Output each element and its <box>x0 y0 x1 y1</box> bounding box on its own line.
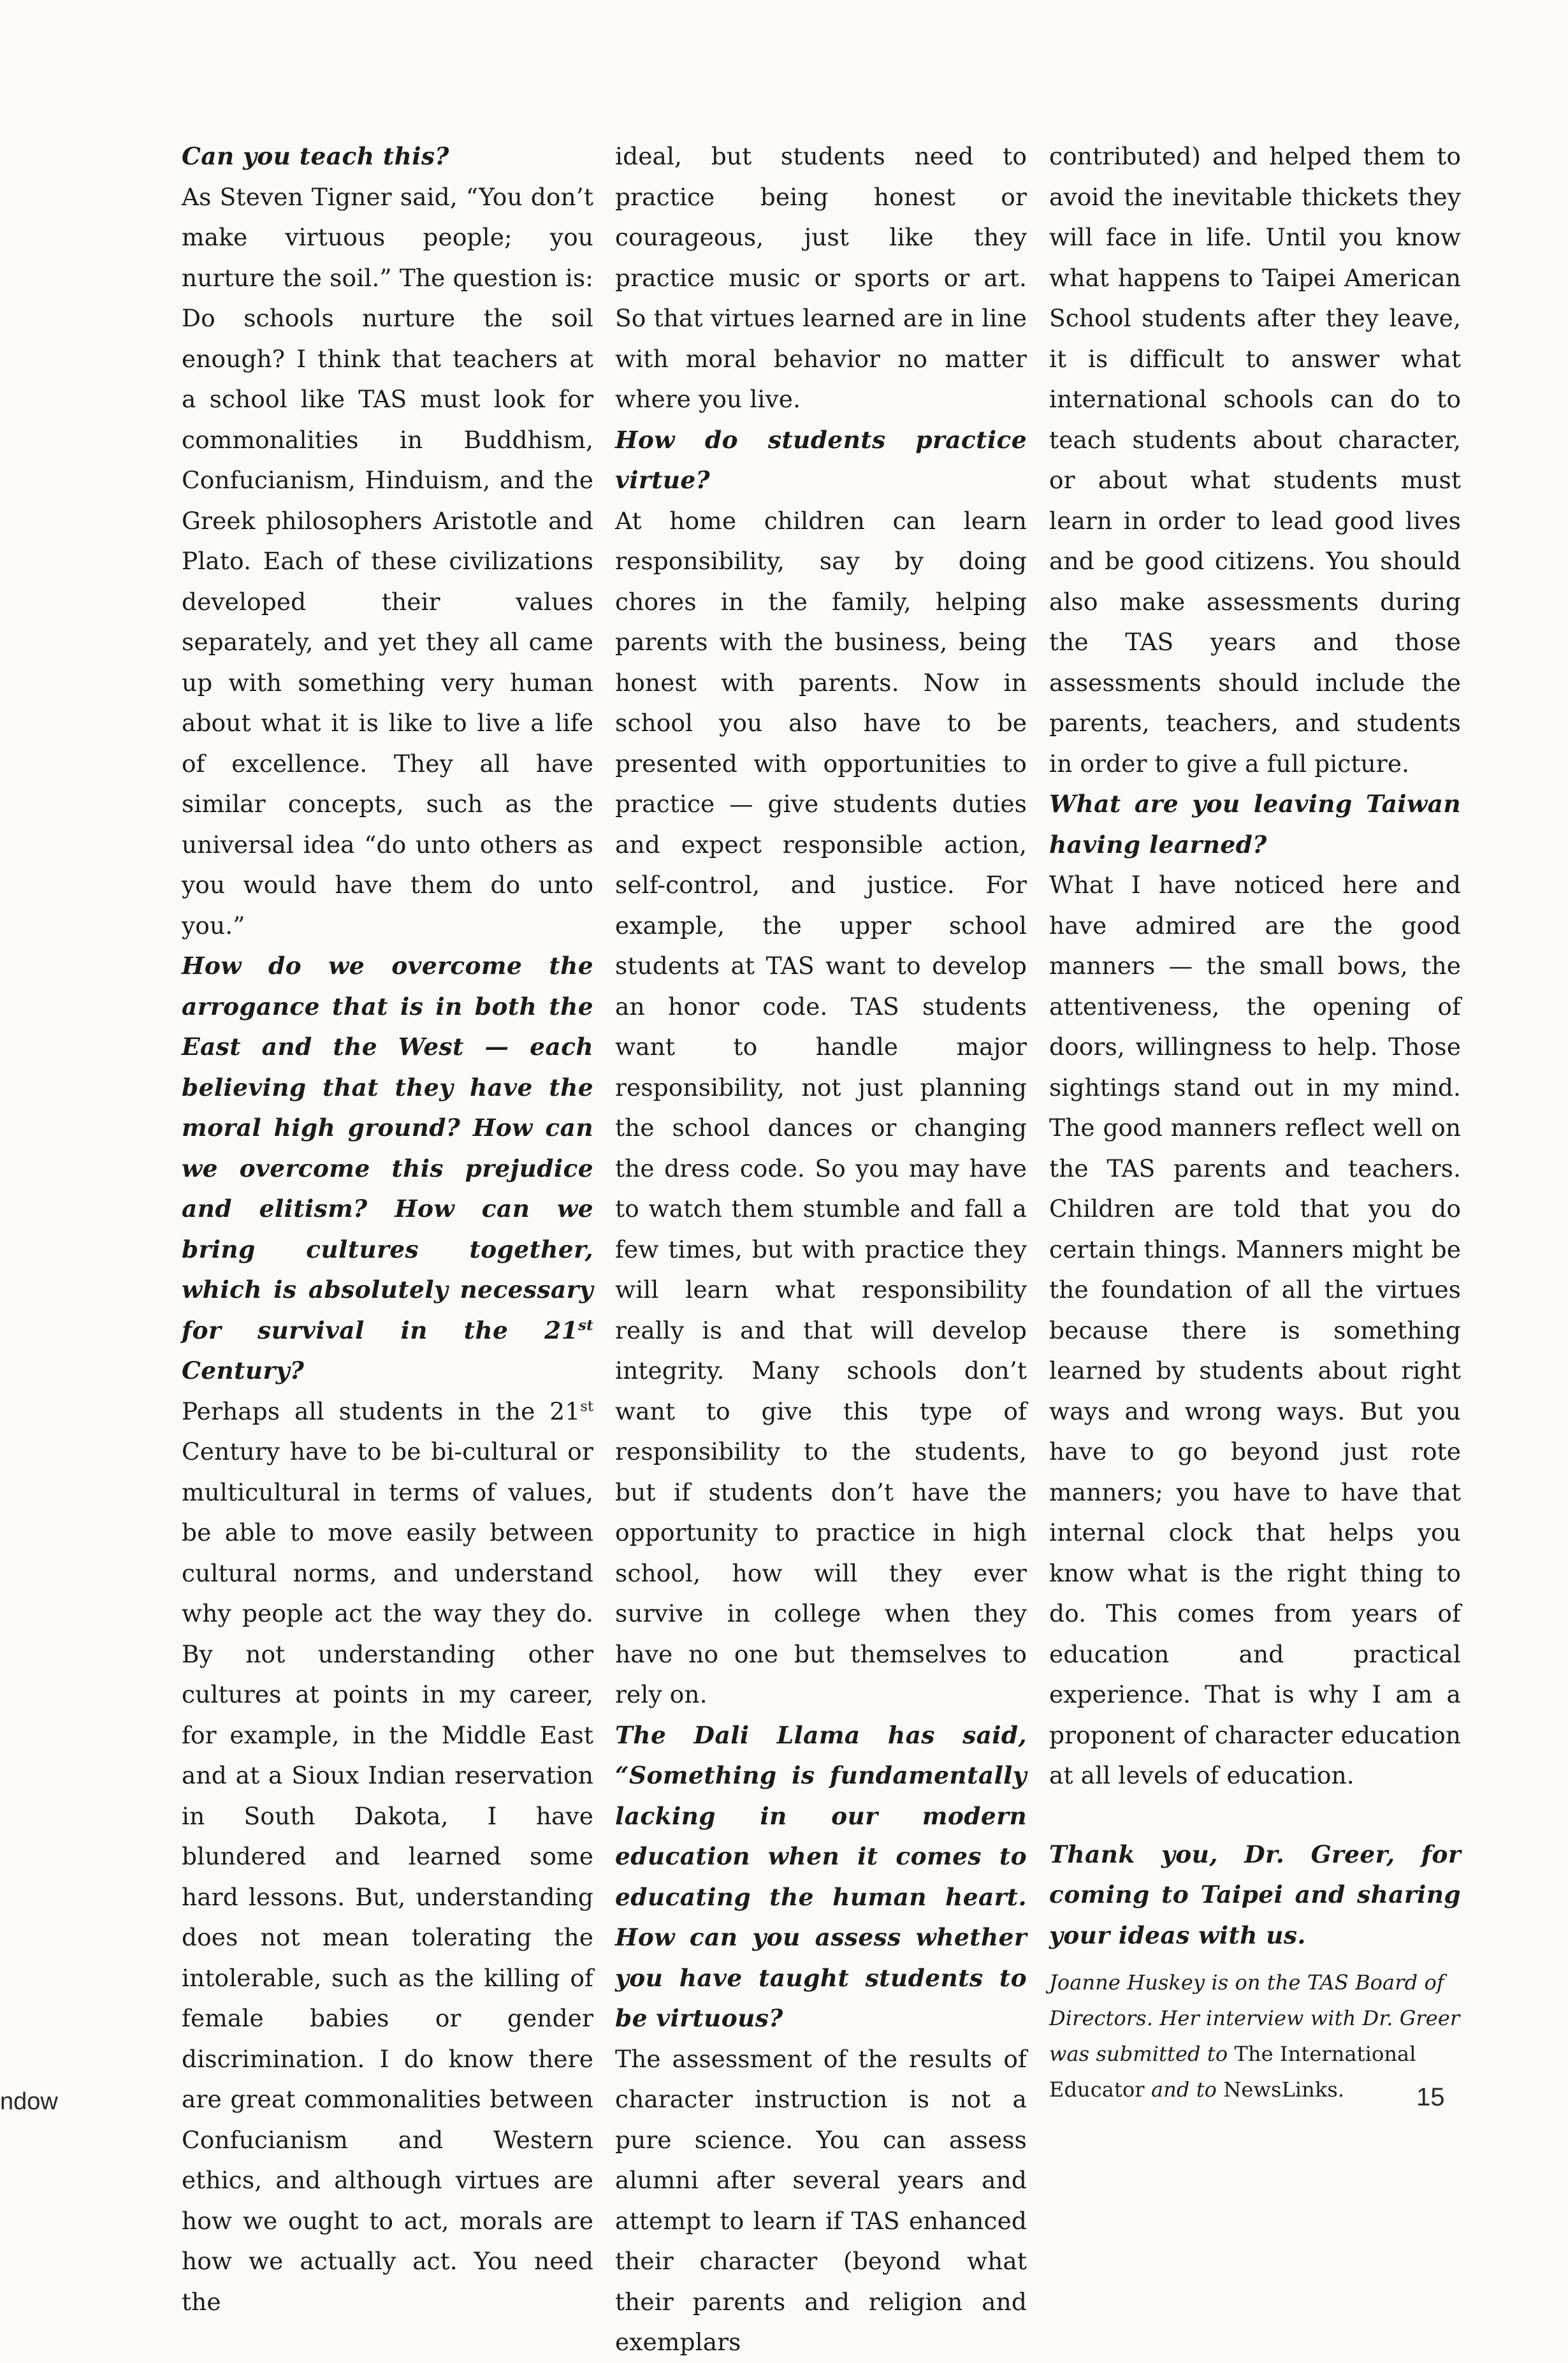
byline-text: Joanne Huskey is on the TAS Board of Directors. Her interview with Dr. Greer was submitted to <box>1049 1970 1460 2066</box>
superscript: st <box>580 1398 593 1414</box>
byline-period: . <box>1337 2077 1345 2102</box>
interview-question <box>182 946 593 1392</box>
publication-name: The International Educator <box>1049 2042 1416 2102</box>
text-column-2 <box>615 136 1027 2363</box>
publication-name: NewsLinks <box>1223 2077 1338 2102</box>
answer-text: Perhaps all students in the 21 <box>182 1397 581 1425</box>
interview-question: The Dali Llama has said, “Something is fundamentally lacking in our modern education when it comes to educating the human heart. How can you assess whether you have taught students to be virtuous? <box>615 1720 1027 2032</box>
answer-paragraph: contributed) and helped them to avoid the inevitable thickets they will face in life. Until you know what happens to Taipei American School students after they leave, it is difficult to answer what international schools can do to teach students about character, or about what students must learn in order to lead good lives and be good citizens. You should also make assessments during the TAS years and those assessments should include the parents, teachers, and students in order to give a full picture. <box>1049 142 1461 778</box>
answer-paragraph <box>182 1392 593 2323</box>
superscript: st <box>578 1317 593 1334</box>
interview-question: What are you leaving Taiwan having learned? <box>1049 790 1461 859</box>
author-byline <box>1049 1965 1461 2107</box>
interview-question: Can you teach this? <box>182 142 449 170</box>
spacer <box>1049 1796 1461 1835</box>
byline-connector: and to <box>1144 2077 1224 2102</box>
question-text: How do we overcome the arrogance that is in both the East and the West — each believing that they have the moral high ground? How can we overcome this prejudice and elitism? How can we bring cultures together, which is absolutely necessary for survival in the 21 <box>182 952 593 1344</box>
page-number: 15 <box>1416 2083 1445 2111</box>
closing-thanks: Thank you, Dr. Greer, for coming to Taipei and sharing your ideas with us. <box>1049 1840 1461 1949</box>
text-column-3 <box>1049 136 1461 2107</box>
answer-text-end: Century have to be bi-cultural or multicultural in terms of values, be able to move easily between cultural norms, and understand why people act the way they do. By not understanding other cultures at points in my career, for example, in the Middle East and at a Sioux Indian reservation in South Dakota, I have blundered and learned some hard lessons. But, understanding does not mean tolerating the intolerable, such as the killing of female babies or gender discrimination. I do know there are great commonalities between Confucianism and Western ethics, and although virtues are how we ought to act, morals are how we actually act. You need the <box>182 1437 593 2316</box>
answer-paragraph: As Steven Tigner said, “You don’t make virtuous people; you nurture the soil.” The question is: Do schools nurture the soil enough? I think that teachers at a school like TAS must look for commonalities in Buddhism, Confucianism, Hinduism, and the Greek philosophers Aristotle and Plato. Each of these civilizations developed their values separately, and yet they all came up with something very human about what it is like to live a life of excellence. They all have similar concepts, such as the universal idea “do unto others as you would have them do unto you.” <box>182 182 593 940</box>
footer-running-title: ndow <box>0 2088 58 2115</box>
answer-paragraph: ideal, but students need to practice being honest or courageous, just like they practice music or sports or art. So that virtues learned are in line with moral behavior no matter where you live. <box>615 142 1027 413</box>
answer-paragraph: The assessment of the results of character instruction is not a pure science. You can assess alumni after several years and attempt to learn if TAS enhanced their character (beyond what their parents and religion and exemplars <box>615 2044 1027 2356</box>
text-column-1 <box>182 136 593 2322</box>
answer-paragraph: At home children can learn responsibility, say by doing chores in the family, helping parents with the business, being honest with parents. Now in school you also have to be presented with opportunities to practice — give students duties and expect responsible action, self-control, and justice. For example, the upper school students at TAS want to develop an honor code. TAS students want to handle major responsibility, not just planning the school dances or changing the dress code. So you may have to watch them stumble and fall a few times, but with practice they will learn what responsibility really is and that will develop integrity. Many schools don’t want to give this type of responsibility to the students, but if students don’t have the opportunity to practice in high school, how will they ever survive in college when they have no one but themselves to rely on. <box>615 506 1027 1708</box>
answer-paragraph: What I have noticed here and have admired are the good manners — the small bows, the attentiveness, the opening of doors, willingness to help. Those sightings stand out in my mind. The good manners reflect well on the TAS parents and teachers. Children are told that you do certain things. Manners might be the foundation of all the virtues because there is something learned by students about right ways and wrong ways. But you have to go beyond just rote manners; you have to have that internal clock that helps you know what is the right thing to do. This comes from years of education and practical experience. That is why I am a proponent of character education at all levels of education. <box>1049 871 1461 1789</box>
question-text-end: Century? <box>182 1356 305 1385</box>
interview-question: How do students practice virtue? <box>615 425 1027 494</box>
